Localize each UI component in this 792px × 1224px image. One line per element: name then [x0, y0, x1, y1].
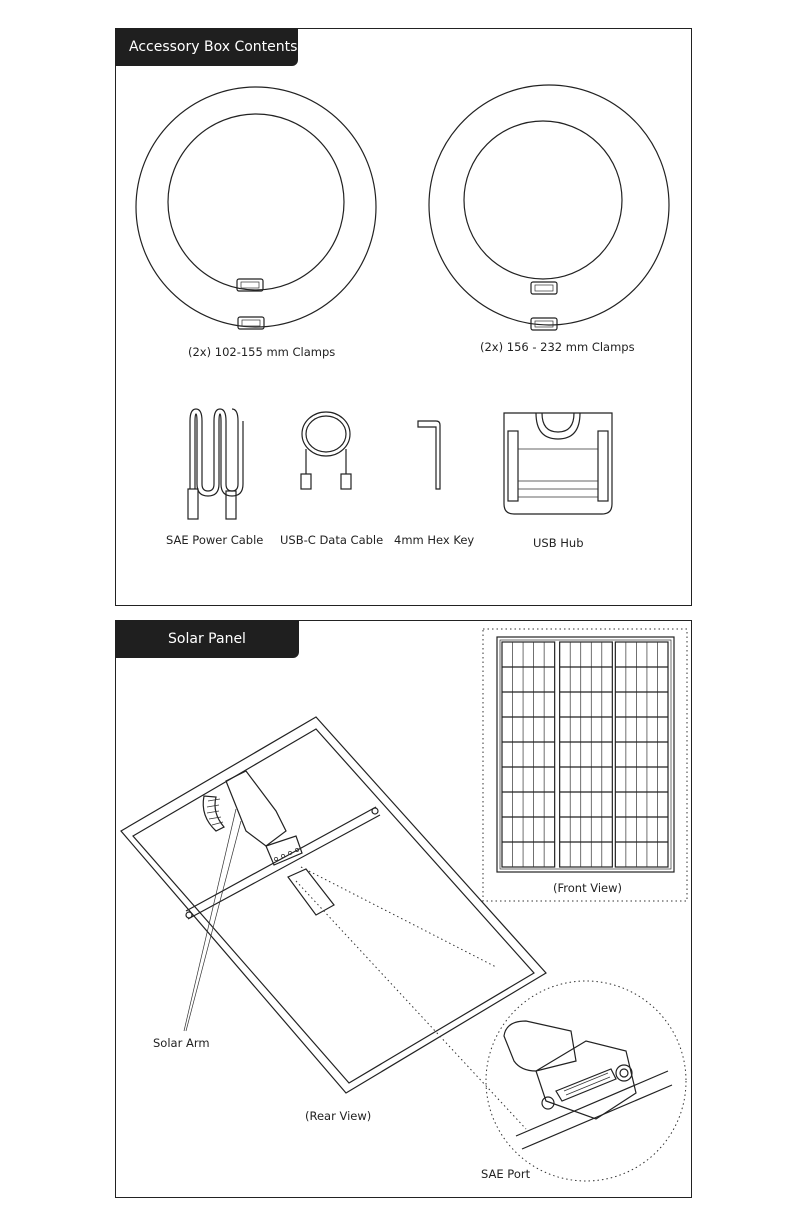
sae-port-detail-drawing [486, 981, 686, 1181]
large-clamp-label: (2x) 156 - 232 mm Clamps [480, 340, 635, 354]
sae-cable-drawing [188, 409, 243, 519]
hex-key-label: 4mm Hex Key [394, 533, 475, 547]
sae-port-label: SAE Port [481, 1167, 531, 1181]
accessory-illustrations [116, 29, 693, 607]
front-view-panel-drawing [497, 637, 674, 872]
front-view-frame [483, 629, 687, 901]
solar-panel-title: Solar Panel [115, 620, 299, 658]
solar-panel-section [115, 620, 692, 1198]
solar-panel-illustrations [116, 621, 693, 1199]
front-view-label: (Front View) [553, 881, 623, 895]
small-clamp-label: (2x) 102-155 mm Clamps [188, 345, 336, 359]
small-clamp-drawing [136, 87, 376, 329]
sae-cable-label: SAE Power Cable [166, 533, 264, 547]
accessory-box-title: Accessory Box Contents [115, 28, 298, 66]
usbc-cable-label: USB-C Data Cable [280, 533, 384, 547]
usbc-cable-drawing [301, 412, 351, 489]
solar-arm-label: Solar Arm [153, 1036, 210, 1050]
large-clamp-drawing [429, 85, 669, 330]
hex-key-drawing [418, 421, 440, 489]
rear-view-label: (Rear View) [305, 1109, 372, 1123]
usb-hub-drawing [504, 413, 612, 514]
accessory-box-panel [115, 28, 692, 606]
usb-hub-label: USB Hub [533, 536, 584, 550]
